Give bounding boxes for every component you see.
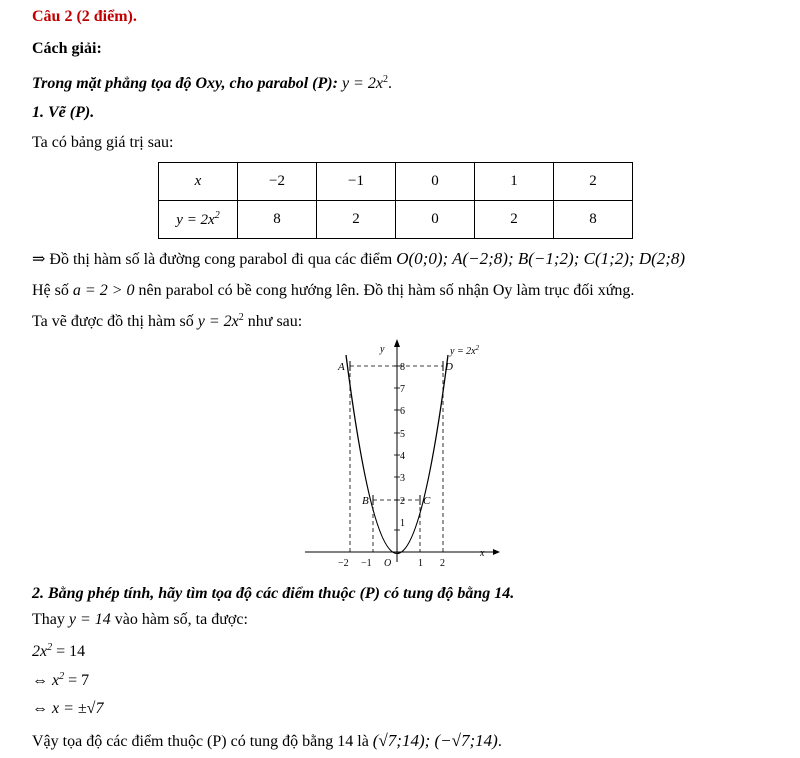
x-tick-labels	[338, 558, 445, 569]
conclusion-points: (√7;14); (−√7;14)	[372, 731, 498, 750]
x-cell: 1	[475, 163, 554, 201]
equiv-arrow-icon: ⇔	[32, 672, 52, 689]
svg-text:6: 6	[400, 406, 405, 417]
svg-text:8: 8	[400, 362, 405, 373]
intro-end: .	[387, 75, 392, 92]
implies-arrow-icon: ⇒	[32, 251, 46, 268]
x-axis-label: x	[480, 548, 485, 559]
svg-text:1: 1	[400, 518, 405, 529]
svg-text:4: 4	[400, 451, 405, 462]
intro-exp: 2	[382, 74, 388, 85]
draw-lead: Ta vẽ được đồ thị hàm số	[32, 313, 198, 330]
parabola-graph	[300, 330, 510, 570]
conclusion-lead: Vậy tọa độ các điểm thuộc (P) có tung độ bằng 14 là	[32, 733, 373, 750]
y-header-cell	[159, 201, 238, 239]
svg-text:2: 2	[400, 496, 405, 507]
svg-text:2: 2	[440, 558, 445, 569]
svg-text:3: 3	[400, 473, 405, 484]
y-cell: 2	[317, 201, 396, 239]
y-cell: 0	[396, 201, 475, 239]
value-table	[158, 162, 633, 239]
origin-label: O	[384, 558, 392, 569]
method-label: Cách giải:	[32, 40, 102, 57]
coefficient-line	[32, 282, 634, 300]
point-label-c: C	[423, 495, 431, 507]
svg-text:−2: −2	[338, 558, 349, 569]
y-header-exp: 2	[214, 210, 220, 221]
point-label-b: B	[362, 495, 369, 507]
table-row-x	[159, 163, 633, 201]
y-cell: 8	[554, 201, 633, 239]
question-heading: Câu 2 (2 điểm).	[32, 8, 137, 25]
points-lead: Đồ thị hàm số là đường cong parabol đi qua các điểm	[49, 251, 397, 268]
coef-formula: a = 2 > 0	[72, 282, 135, 299]
table-row-y	[159, 201, 633, 239]
x-axis-arrow-icon	[493, 549, 500, 555]
draw-rest: như sau:	[243, 313, 303, 330]
intro-formula: y = 2x	[341, 75, 383, 92]
draw-formula: y = 2x	[197, 313, 239, 330]
subst-lead: Thay	[32, 611, 69, 628]
x-cell: 2	[554, 163, 633, 201]
coef-lead: Hệ số	[32, 282, 73, 299]
step-2: ⇔ $x^2 = 7$	[32, 671, 90, 689]
x-header-cell: x	[159, 163, 238, 201]
step-1: $2x^2 = 14$	[32, 642, 86, 660]
part2-title: 2. Bằng phép tính, hãy tìm tọa độ các điểm thuộc (P) có tung độ bằng 14.	[32, 585, 515, 602]
conclusion-line	[32, 731, 502, 751]
draw-line	[32, 312, 302, 331]
svg-text:1: 1	[418, 558, 423, 569]
draw-exp: 2	[238, 312, 244, 323]
step-3: ⇔ x = ±√7	[32, 700, 104, 717]
substitution-line	[32, 611, 248, 629]
points-line	[32, 249, 685, 269]
point-label-d: D	[445, 361, 453, 373]
x-cell: −2	[238, 163, 317, 201]
coef-rest: nên parabol có bề cong hướng lên. Đồ thị hàm số nhận Oy làm trục đối xứng.	[138, 282, 635, 299]
point-label-a: A	[338, 361, 345, 373]
conclusion-end: .	[497, 733, 502, 750]
y-cell: 8	[238, 201, 317, 239]
y-axis-label: y	[380, 344, 385, 355]
x-cell: 0	[396, 163, 475, 201]
svg-text:−1: −1	[361, 558, 372, 569]
subst-rest: vào hàm số, ta được:	[110, 611, 248, 628]
part1-title: 1. Vẽ (P).	[32, 104, 95, 121]
x-cell: −1	[317, 163, 396, 201]
table-lead: Ta có bảng giá trị sau:	[32, 134, 174, 151]
intro-text: Trong mặt phẳng tọa độ Oxy, cho parabol (P):	[32, 75, 342, 92]
y-axis-arrow-icon	[394, 339, 400, 347]
y-tick-labels	[400, 362, 405, 529]
svg-text:5: 5	[400, 429, 405, 440]
points-list: O(0;0); A(−2;8); B(−1;2); C(1;2); D(2;8)	[396, 249, 686, 268]
intro-line	[32, 74, 392, 93]
equiv-arrow-icon: ⇔	[32, 700, 52, 717]
y-cell: 2	[475, 201, 554, 239]
y-header-text: y = 2x	[176, 212, 215, 228]
curve-label: $y = 2x^2$	[450, 344, 480, 357]
subst-formula: y = 14	[68, 611, 111, 628]
svg-text:7: 7	[400, 384, 405, 395]
